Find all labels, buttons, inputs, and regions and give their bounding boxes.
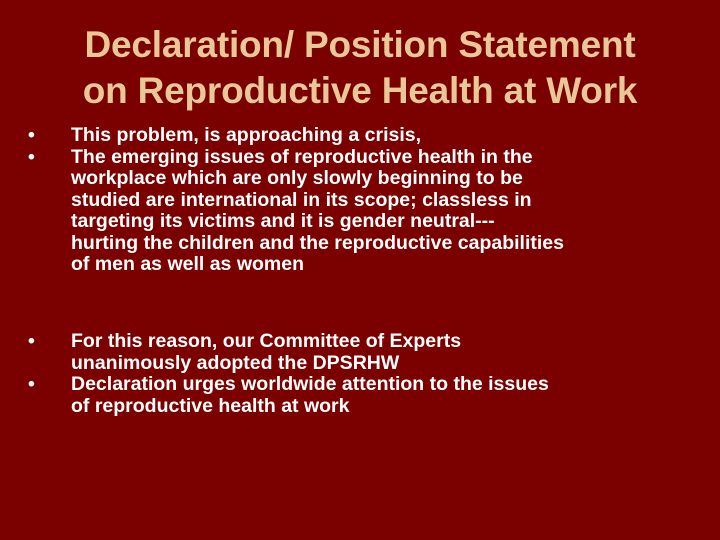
bullet-marker: • [28,124,35,146]
bullet-item [28,147,698,276]
bullet-marker: • [28,145,35,168]
slide-title-line-2: on Reproductive Health at Work [82,70,638,111]
bullet-item [28,331,698,374]
bullet-item [28,125,698,147]
bullet-list-first [28,125,698,276]
bullet-list-second [28,331,698,417]
bullet-text: This problem, is approaching a crisis, [71,124,422,146]
bullet-marker: • [28,373,35,395]
bullet-text: Declaration urges worldwide attention to the issues of reproductive health at work [71,373,549,417]
bullet-item [28,374,698,417]
bullet-text: The emerging issues of reproductive health in the workplace which are only slowly beginning to be studied are international in its scope; classless in targeting its victims and it is gender neutral--- hurting the children and the reproductive capabilities of men as well as women [71,145,564,275]
slide-title [0,22,720,114]
bullet-text: For this reason, our Committee of Experts unanimously adopted the DPSRHW [71,330,462,374]
slide-title-line-1: Declaration/ Position Statement [84,24,636,65]
bullet-marker: • [28,330,35,352]
